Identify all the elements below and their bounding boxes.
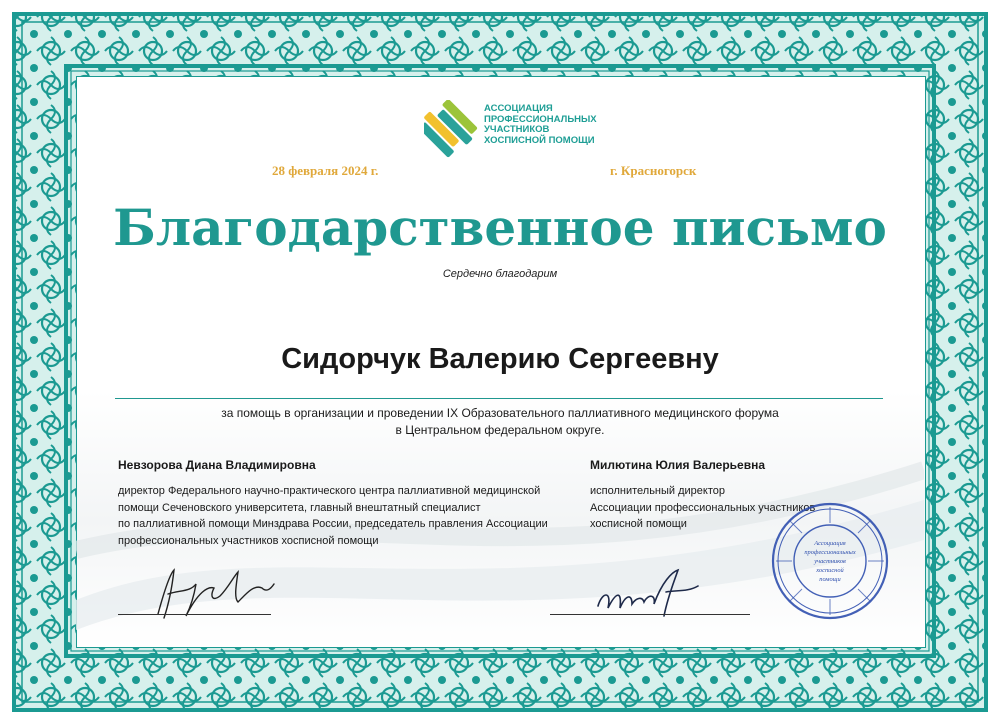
stamp-text-line: участников — [814, 558, 846, 565]
organization-name-line: ПРОФЕССИОНАЛЬНЫХ — [484, 113, 597, 125]
signatory-left-role — [118, 483, 548, 549]
role-line: профессиональных участников хосписной помощи — [118, 534, 379, 547]
reason-line: в Центральном федеральном округе. — [395, 423, 605, 437]
recipient-name: Сидорчук Валерию Сергеевну — [281, 343, 719, 375]
signatory-right-name: Милютина Юлия Валерьевна — [590, 458, 766, 472]
stamp-text-line: помощи — [819, 576, 841, 583]
stamp-text-line: профессиональных — [804, 549, 856, 556]
certificate-subtitle: Сердечно благодарим — [442, 268, 558, 280]
organization-name — [484, 104, 597, 146]
organization-name-line: УЧАСТНИКОВ — [484, 124, 550, 135]
reason-line: за помощь в организации и проведении IX Образовательного паллиативного медицинского форума — [221, 406, 779, 420]
role-line: директор Федерального научно-практического центра паллиативной медицинской — [118, 485, 541, 497]
stamp-text-line: хосписной — [816, 567, 844, 574]
reason-text — [0, 405, 1000, 439]
signature-line-left — [118, 614, 271, 615]
signatory-left-name: Невзорова Диана Владимировна — [118, 458, 316, 472]
certificate-title: Благодарственное письмо — [113, 198, 887, 257]
official-stamp — [770, 501, 890, 621]
signature-right — [592, 562, 712, 622]
role-line: хосписной помощи — [590, 518, 687, 530]
stamp-text-line: Ассоциация — [814, 540, 846, 547]
role-line: Ассоциации профессиональных участников — [590, 501, 816, 514]
role-line: по паллиативной помощи Минздрава России, председатель правления Ассоциации — [118, 518, 548, 530]
divider — [115, 398, 883, 399]
role-line: исполнительный директор — [590, 485, 725, 497]
issue-city: г. Красногорск — [610, 163, 697, 178]
signature-left — [150, 562, 280, 622]
issue-date: 28 февраля 2024 г. — [272, 163, 379, 178]
organization-name-line: ХОСПИСНОЙ ПОМОЩИ — [484, 134, 595, 146]
signature-line-right — [550, 614, 750, 615]
association-logo-icon — [424, 100, 478, 162]
role-line: помощи Сеченовского университета, главный внештатный специалист — [118, 501, 481, 514]
organization-name-line: АССОЦИАЦИЯ — [484, 103, 553, 114]
